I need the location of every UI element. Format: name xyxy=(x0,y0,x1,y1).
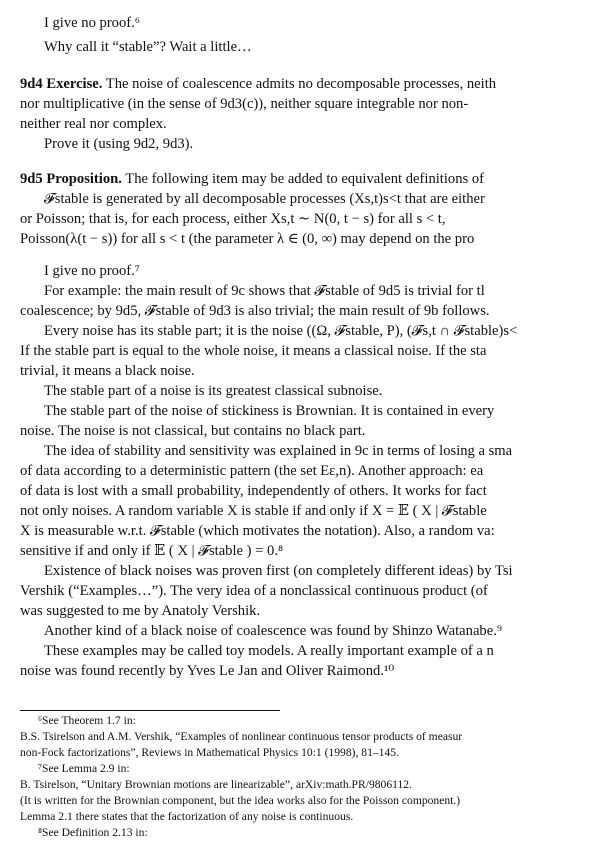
footnote-line xyxy=(20,746,399,761)
text-line xyxy=(20,302,490,321)
footnote-text: B. Tsirelson, “Unitary Brownian motions are linearizable”, arXiv:math.PR/9806112. xyxy=(20,778,413,791)
line-text: coalescence; by 9d5, 𝓕stable of 9d3 is also trivial; the main result of 9b follows. xyxy=(20,303,490,319)
line-text: noise. The noise is not classical, but contains no black part. xyxy=(20,423,366,439)
footnote-line xyxy=(20,778,412,793)
text-line xyxy=(44,442,512,461)
line-text: Existence of black noises was proven first (on completely different ideas) by Tsi xyxy=(44,563,513,579)
section-heading: 9d4 Exercise. xyxy=(20,76,103,92)
line-text: nor multiplicative (in the sense of 9d3(c)), neither square integrable nor non- xyxy=(20,96,469,112)
footnote-text: ⁷See Lemma 2.9 in: xyxy=(38,762,130,775)
line-text: trivial, it means a black noise. xyxy=(20,363,195,379)
text-line xyxy=(20,602,260,621)
section-heading: 9d5 Proposition. xyxy=(20,171,122,187)
footnote-line xyxy=(38,826,148,841)
line-text: The stable part of the noise of stickiness is Brownian. It is contained in every xyxy=(44,403,495,419)
line-text: was suggested to me by Anatoly Vershik. xyxy=(20,603,261,619)
line-text: not only noises. A random variable X is stable if and only if X = 𝔼 ( X | 𝓕stable xyxy=(20,503,487,519)
line-text: Why call it “stable”? Wait a little… xyxy=(44,39,252,55)
footnote-line xyxy=(20,794,460,809)
footnote-text: ⁶See Theorem 1.7 in: xyxy=(38,714,136,727)
text-line xyxy=(20,482,487,501)
text-line xyxy=(20,662,394,681)
text-line xyxy=(44,562,513,581)
line-text: If the stable part is equal to the whole noise, it means a classical noise. If the sta xyxy=(20,343,487,359)
line-text: neither real nor complex. xyxy=(20,116,167,132)
text-line xyxy=(20,582,488,601)
footnote-text: Lemma 2.1 there states that the factorization of any noise is continuous. xyxy=(20,810,354,823)
line-text: Another kind of a black noise of coalescence was found by Shinzo Watanabe.⁹ xyxy=(44,623,502,639)
line-text: The noise of coalescence admits no decomposable processes, neith xyxy=(102,76,497,92)
text-line xyxy=(44,135,193,154)
text-line xyxy=(44,642,494,661)
text-line xyxy=(44,282,485,301)
footnote-text: B.S. Tsirelson and A.M. Vershik, “Examples of nonlinear continuous tensor products of measur xyxy=(20,730,463,743)
line-text: These examples may be called toy models. A really important example of a n xyxy=(44,643,494,659)
text-line xyxy=(20,210,446,229)
line-text: Every noise has its stable part; it is the noise ((Ω, 𝓕stable, P), (𝓕s,t ∩ 𝓕stable)s< xyxy=(44,323,518,339)
text-line xyxy=(44,402,494,421)
line-text: 𝓕stable is generated by all decomposable processes (Xs,t)s<t that are either xyxy=(44,191,485,207)
line-text: sensitive if and only if 𝔼 ( X | 𝓕stable ) = 0.⁸ xyxy=(20,543,284,559)
line-text: The stable part of a noise is its greatest classical subnoise. xyxy=(44,383,383,399)
footnote-line xyxy=(20,730,462,745)
text-line xyxy=(20,230,474,249)
text-line xyxy=(44,262,140,281)
line-text: Poisson(λ(t − s)) for all s < t (the parameter λ ∈ (0, ∞) may depend on the pro xyxy=(20,231,475,247)
footnote-line xyxy=(38,762,130,777)
line-text: X is measurable w.r.t. 𝓕stable (which motivates the notation). Also, a random va: xyxy=(20,523,495,539)
text-line xyxy=(20,422,365,441)
line-text: I give no proof.⁶ xyxy=(44,15,140,31)
text-line xyxy=(20,462,483,481)
footnote-text: ⁸See Definition 2.13 in: xyxy=(38,826,148,839)
line-text: of data is lost with a small probability, independently of others. It works for fact xyxy=(20,483,487,499)
text-line xyxy=(44,190,485,209)
footnote-text: non-Fock factorizations”, Reviews in Mathematical Physics 10:1 (1998), 81–145. xyxy=(20,746,399,759)
footnote-rule xyxy=(20,710,280,711)
footnote-line xyxy=(20,810,353,825)
text-line xyxy=(20,502,487,521)
line-text: of data according to a deterministic pattern (the set Eε,n). Another approach: ea xyxy=(20,463,484,479)
text-line xyxy=(20,75,496,94)
footnote-line xyxy=(38,714,136,729)
text-line xyxy=(20,95,468,114)
text-line xyxy=(44,622,502,641)
text-line xyxy=(20,170,484,189)
line-text: The following item may be added to equivalent definitions of xyxy=(121,171,484,187)
line-text: The idea of stability and sensitivity was explained in 9c in terms of losing a sma xyxy=(44,443,513,459)
text-line xyxy=(20,522,495,541)
text-line xyxy=(44,322,517,341)
text-line xyxy=(20,342,486,361)
line-text: I give no proof.⁷ xyxy=(44,263,140,279)
line-text: noise was found recently by Yves Le Jan and Oliver Raimond.¹⁰ xyxy=(20,663,395,679)
line-text: Prove it (using 9d2, 9d3). xyxy=(44,136,194,152)
text-line xyxy=(20,362,195,381)
text-line xyxy=(44,382,382,401)
line-text: Vershik (“Examples…”). The very idea of a nonclassical continuous product (of xyxy=(20,583,488,599)
line-text: For example: the main result of 9c shows that 𝓕stable of 9d5 is trivial for tl xyxy=(44,283,485,299)
text-line xyxy=(44,14,140,33)
text-line xyxy=(20,542,283,561)
footnote-text: (It is written for the Brownian component, but the idea works also for the Poisson component.) xyxy=(20,794,461,807)
text-line xyxy=(20,115,167,134)
text-line xyxy=(44,38,252,57)
line-text: or Poisson; that is, for each process, either Xs,t ∼ N(0, t − s) for all s < t, xyxy=(20,211,446,227)
